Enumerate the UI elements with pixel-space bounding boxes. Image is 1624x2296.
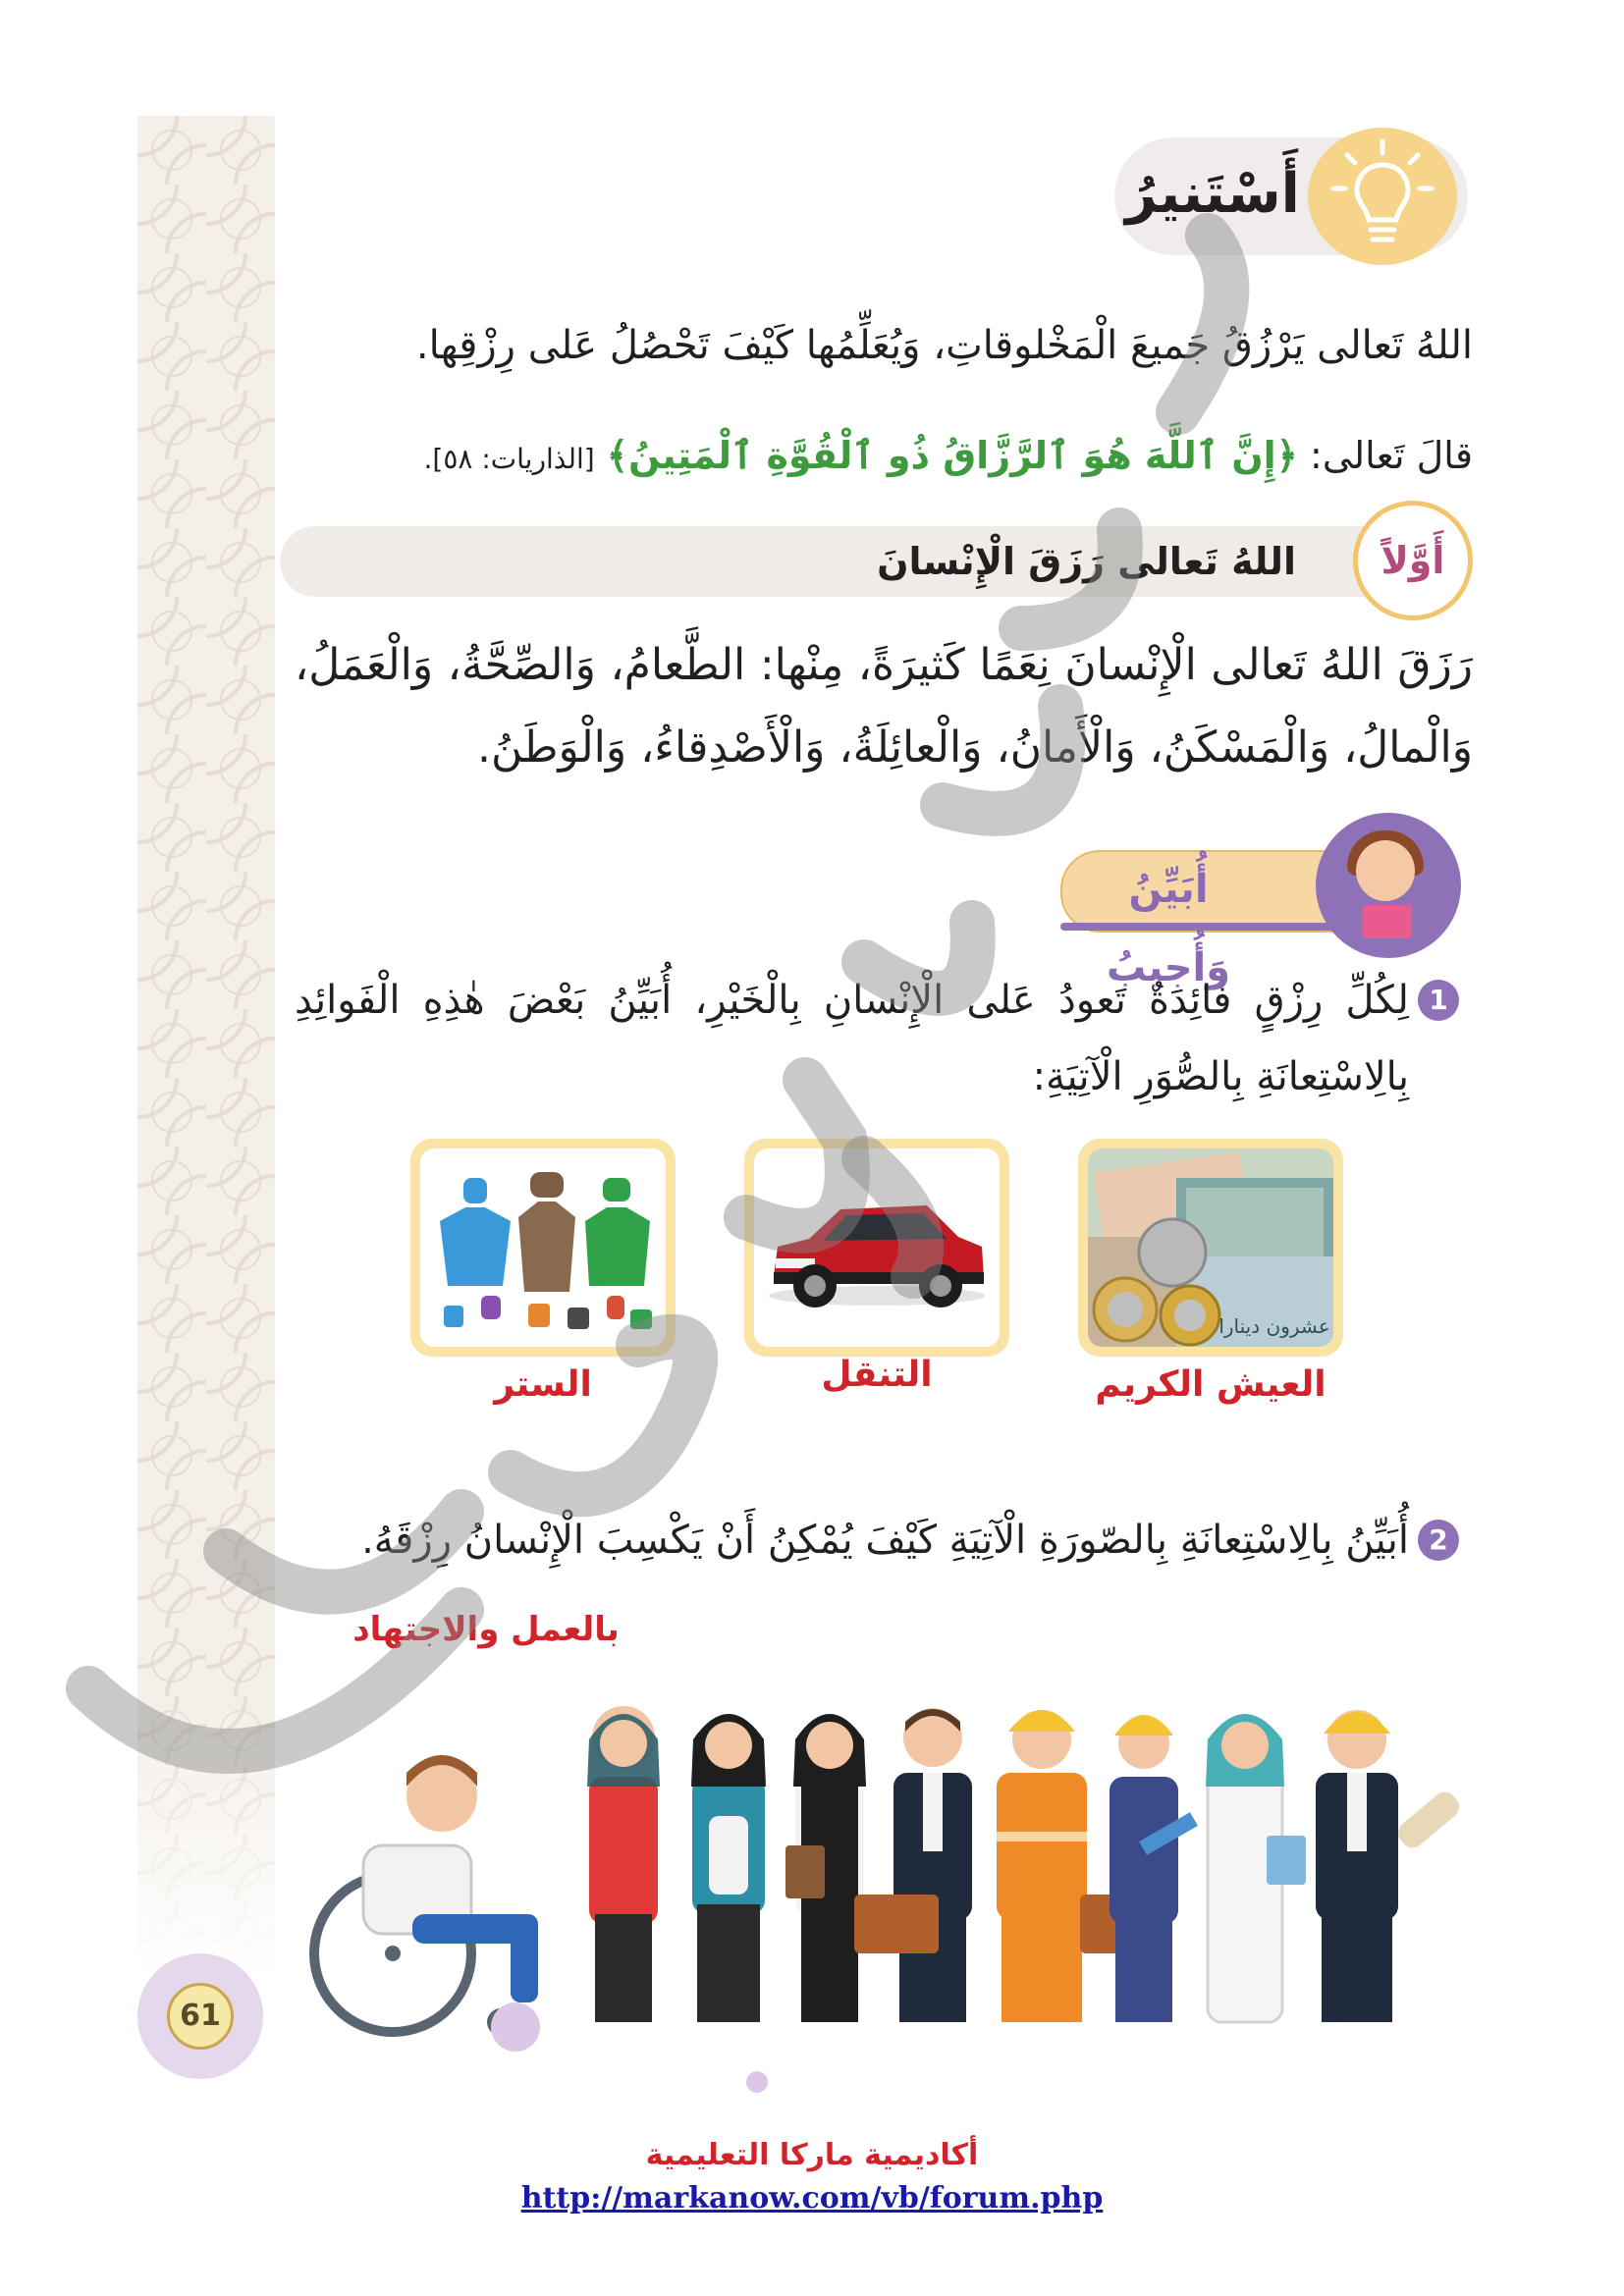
question-text: أُبَيِّنُ بِالِاسْتِعانَةِ بِالصّورَةِ الْآتِيَةِ كَيْفَ يُمْكِنُ أَنْ يَكْسِبَ الْإِنْسانُ رِزْقَهُ. (361, 1518, 1409, 1563)
answer-label-transport: التنقل (821, 1355, 933, 1395)
verse-reference: [الذاريات: ٥٨]. (423, 443, 595, 475)
answer-label-dignified-living: العيش الكريم (1095, 1364, 1326, 1405)
question-text: لِكُلِّ رِزْقٍ فائِدَةٌ تَعودُ عَلى الْإِنْسانِ بِالْخَيْرِ، أُبَيِّنُ بَعْضَ هٰذِهِ الْفَوائِدِ بِالِاسْتِعانَةِ بِالصُّوَرِ الْآتِيَةِ: (295, 978, 1409, 1099)
explain-answer-title: أُبَيِّنُ وَأُجيبُ (1106, 867, 1231, 990)
lightbulb-icon (1327, 137, 1437, 255)
banknote-text: عشرون دينارا (1218, 1314, 1330, 1338)
footer-academy-name: أكاديمية ماركا التعليمية (645, 2138, 979, 2172)
verse-text: ﴿إِنَّ ٱللَّهَ هُوَ ٱلرَّزَّاقُ ذُو ٱلْقُوَّةِ ٱلْمَتِينُ﴾ (606, 434, 1298, 477)
verse-prefix: قالَ تَعالى: (1297, 434, 1473, 477)
clothes-image (420, 1148, 666, 1347)
question-number: 2 (1418, 1520, 1459, 1561)
money-image (1088, 1148, 1333, 1347)
decorative-flower (746, 2071, 768, 2093)
workers-illustration (304, 1649, 1483, 2042)
answer-hard-work: بالعمل والاجتهاد (352, 1610, 620, 1649)
decorative-flower (491, 2002, 540, 2052)
clothes-image-card (410, 1139, 676, 1357)
quran-verse-line (295, 424, 1473, 491)
girl-face-icon (1356, 840, 1415, 901)
book-icon (1363, 905, 1412, 938)
section-badge-label: أَوَّلاً (1380, 539, 1445, 582)
pattern-fade (137, 116, 275, 1981)
car-image-card (744, 1139, 1009, 1357)
page-title: أَسْتَنيرُ (1125, 162, 1300, 226)
question-number: 1 (1418, 980, 1459, 1021)
intro-sentence: اللهُ تَعالى يَرْزُقُ جَميعَ الْمَخْلوقاتِ، وَيُعَلِّمُها كَيْفَ تَحْصُلُ عَلى رِزْقِها. (415, 323, 1473, 368)
section-paragraph: رَزَقَ اللهُ تَعالى الْإِنْسانَ نِعَمًا كَثيرَةً، مِنْها: الطَّعامُ، وَالصِّحَّةُ، وَالْعَمَلُ، وَالْمالُ، وَالْمَسْكَنُ، وَالْأَمانُ، وَالْعائِلَةُ، وَالْأَصْدِقاءُ، وَالْوَطَنُ. (295, 640, 1473, 773)
answer-label-covering: الستر (494, 1364, 592, 1405)
page-number: 61 (167, 1983, 234, 2050)
car-image (754, 1148, 1000, 1347)
section-title: اللهُ تَعالى رَزَقَ الْإِنْسانَ (877, 540, 1296, 583)
money-image-card (1078, 1139, 1343, 1357)
footer-link[interactable]: http://markanow.com/vb/forum.php (520, 2181, 1104, 2216)
